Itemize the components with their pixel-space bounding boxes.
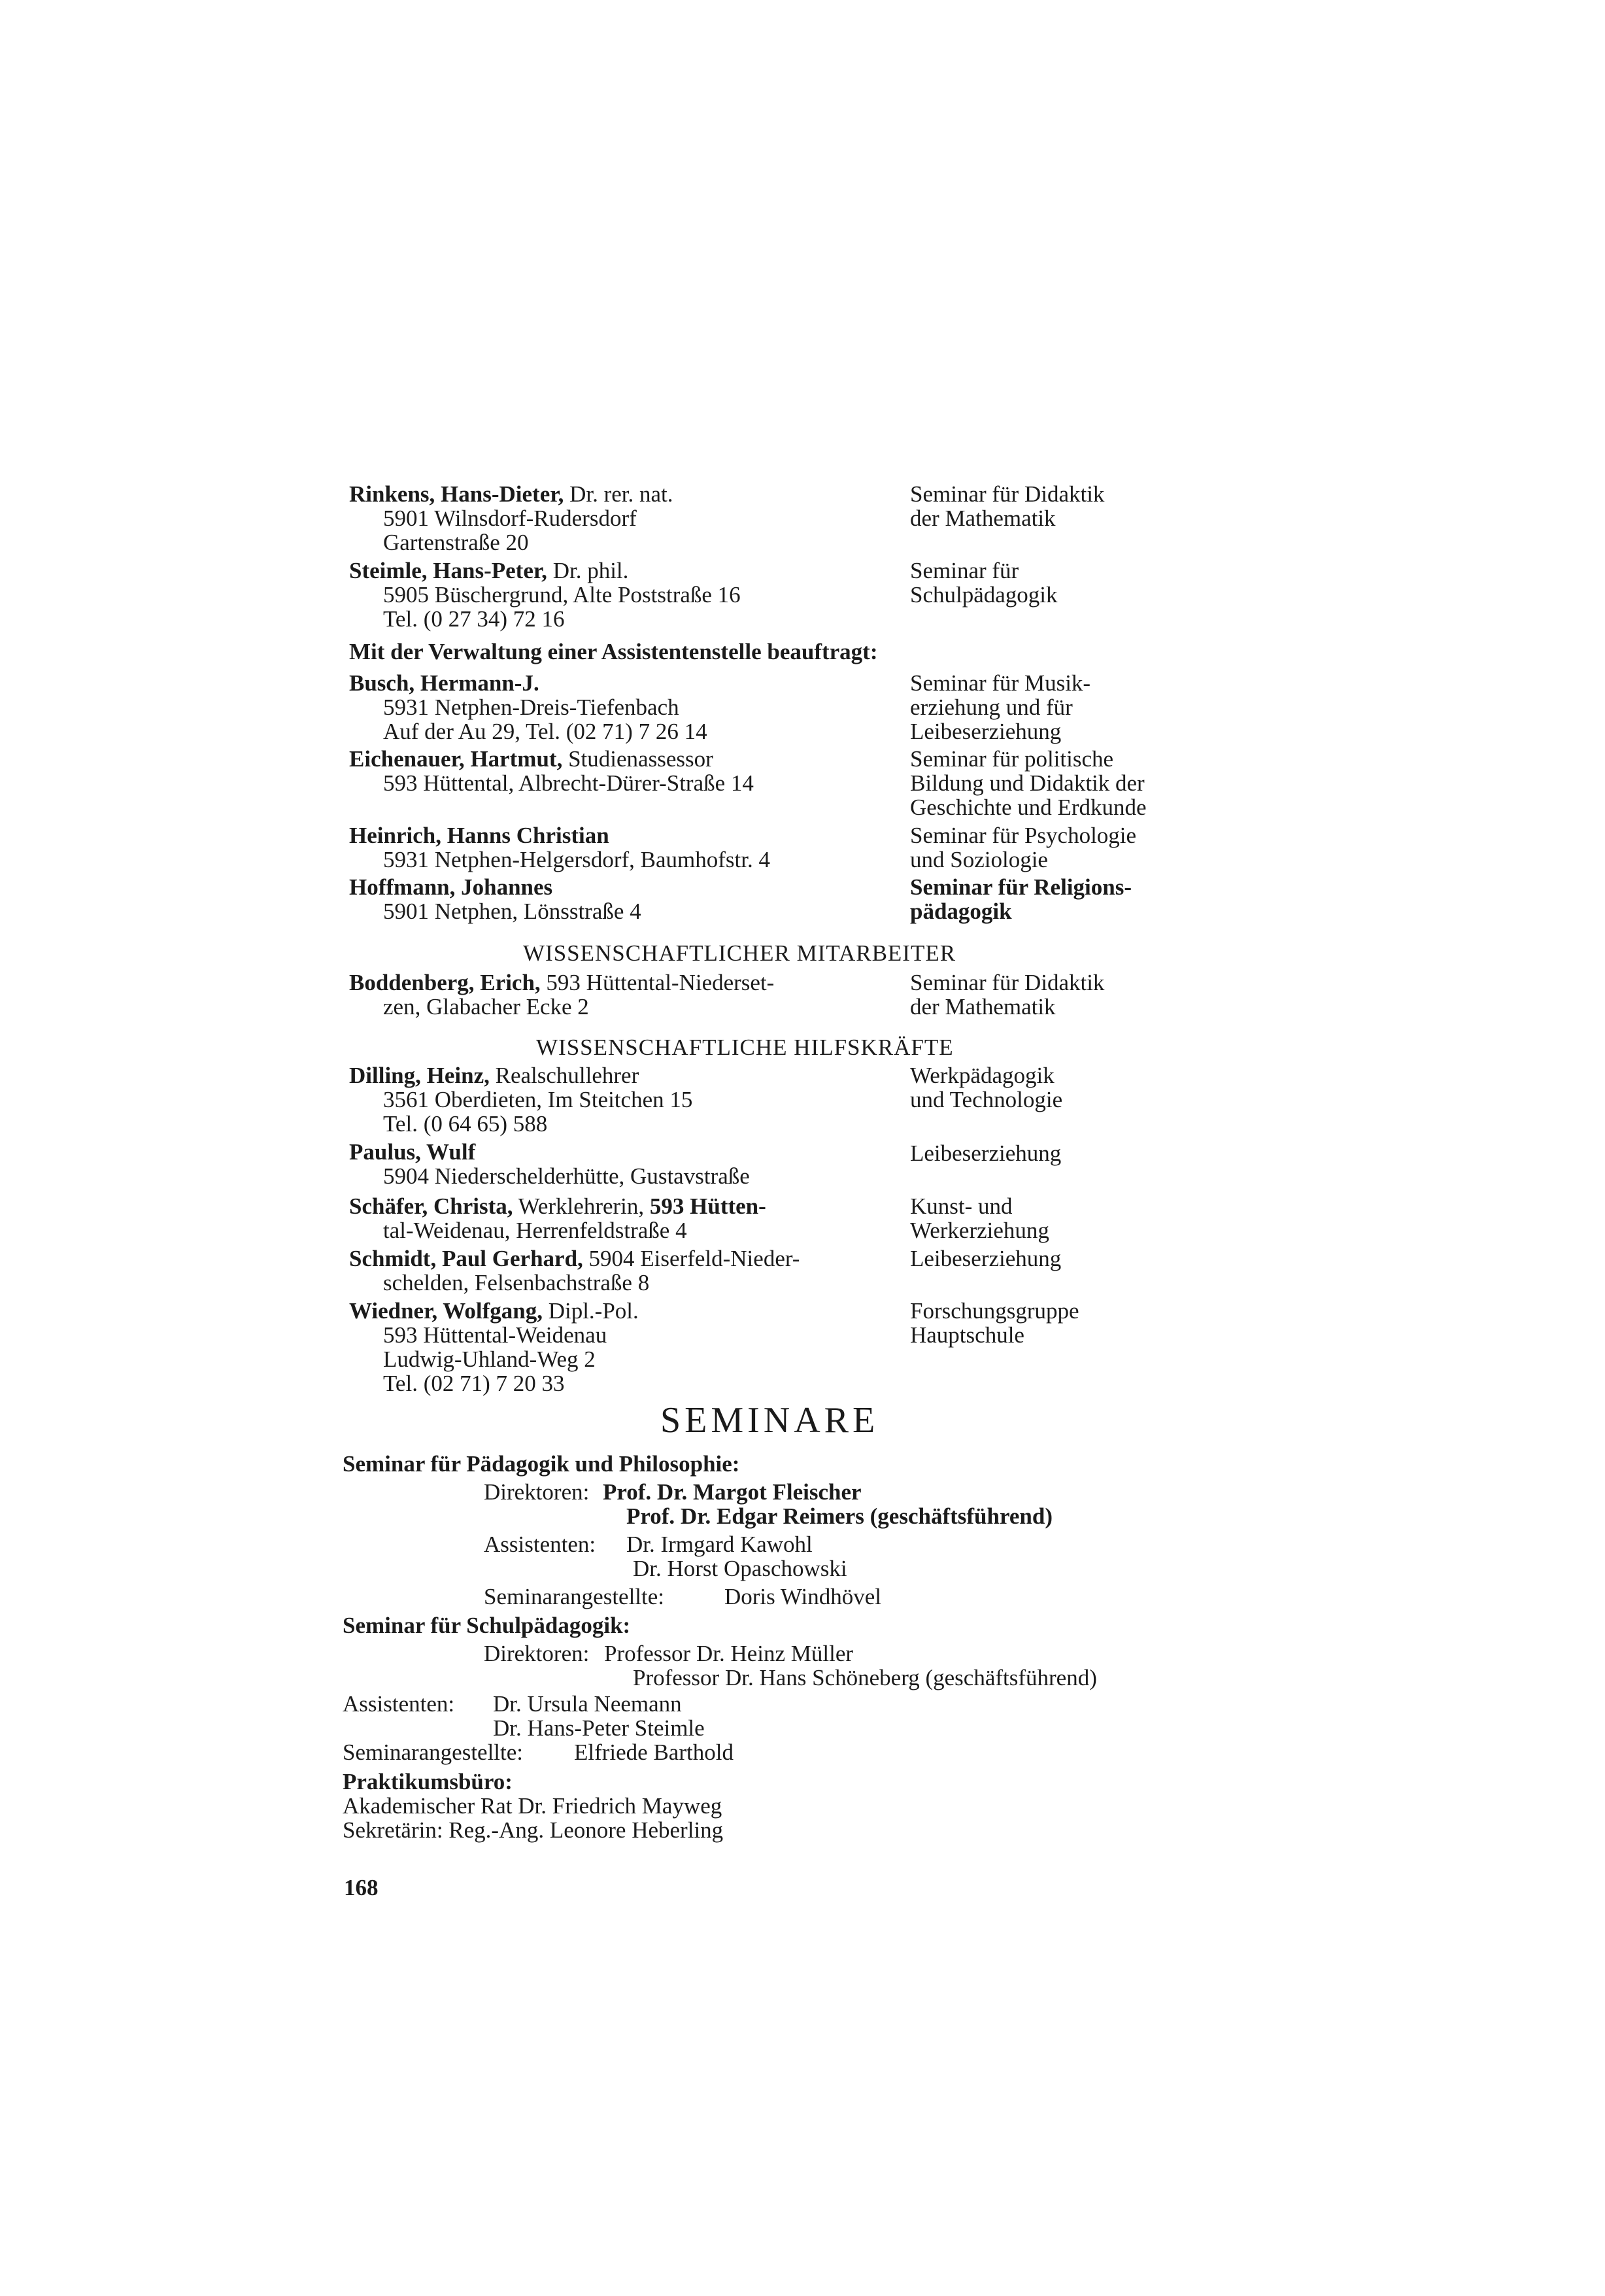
address-line: 5904 Niederschelderhütte, Gustavstraße: [383, 1163, 750, 1189]
employee-name: Doris Windhövel: [724, 1584, 882, 1609]
address-line: Auf der Au 29, Tel. (02 71) 7 26 14: [383, 719, 707, 744]
person-name: Heinrich, Hanns Christian: [349, 823, 609, 848]
seminar-line: Geschichte und Erdkunde: [910, 795, 1147, 820]
seminar-line: pädagogik: [910, 899, 1012, 924]
section-heading-assistenten: Mit der Verwaltung einer Assistentenstelle beauftragt:: [349, 639, 878, 664]
assistant-name: Dr. Irmgard Kawohl: [626, 1532, 813, 1557]
address-line: schelden, Felsenbachstraße 8: [383, 1270, 650, 1295]
seminar-line: der Mathematik: [910, 505, 1056, 531]
seminar-line: Kunst- und: [910, 1193, 1013, 1219]
phone-line: Tel. (02 71) 7 20 33: [383, 1371, 565, 1396]
entry-eichenauer-name-line: [349, 747, 713, 771]
person-name: Rinkens, Hans-Dieter,: [349, 481, 564, 507]
assistenten-label: Assistenten:: [484, 1532, 596, 1557]
person-name: Wiedner, Wolfgang,: [349, 1298, 543, 1324]
praktikum-line: Sekretärin: Reg.-Ang. Leonore Heberling: [343, 1817, 724, 1843]
direktoren-label: Direktoren:: [484, 1641, 590, 1666]
assistant-name: Dr. Hans-Peter Steimle: [493, 1715, 705, 1741]
section-heading-mitarbeiter: WISSENSCHAFTLICHER MITARBEITER: [523, 940, 956, 966]
entry-boddenberg-name-line: [349, 970, 774, 995]
address-line: Gartenstraße 20: [383, 530, 529, 555]
seminar-line: und Technologie: [910, 1087, 1063, 1112]
seminarangestellte-label: Seminarangestellte:: [343, 1739, 524, 1765]
seminar-heading: Seminar für Schulpädagogik:: [343, 1613, 631, 1638]
entry-rinkens-name-line: [349, 482, 673, 506]
entry-wiedner-name-line: [349, 1299, 639, 1323]
address-line: tal-Weidenau, Herrenfeldstraße 4: [383, 1218, 687, 1243]
person-name: Steimle, Hans-Peter,: [349, 558, 547, 583]
entry-schaefer-name-line: [349, 1194, 766, 1218]
person-name: Paulus, Wulf: [349, 1139, 476, 1165]
seminar-line: Leibeserziehung: [910, 1140, 1062, 1166]
address-line: 593 Hüttental-Weidenau: [383, 1322, 607, 1348]
phone-line: Tel. (0 64 65) 588: [383, 1111, 548, 1137]
director-name: Professor Dr. Heinz Müller: [604, 1641, 854, 1666]
seminar-heading: Seminar für Pädagogik und Philosophie:: [343, 1451, 740, 1477]
address-fragment: 593 Hütten-: [649, 1193, 766, 1219]
person-name: Busch, Hermann-J.: [349, 670, 539, 696]
seminar-line: der Mathematik: [910, 994, 1056, 1019]
seminar-line: Seminar für Didaktik: [910, 481, 1105, 507]
seminar-line: Forschungsgruppe: [910, 1298, 1079, 1324]
address-line: 593 Hüttental, Albrecht-Dürer-Straße 14: [383, 770, 754, 796]
person-title: Dr. phil.: [547, 558, 629, 583]
entry-schmidt-name-line: [349, 1246, 800, 1271]
person-name: Schäfer, Christa,: [349, 1193, 513, 1219]
person-title: Realschullehrer: [489, 1063, 639, 1088]
person-name: Boddenberg, Erich,: [349, 970, 541, 995]
direktoren-label: Direktoren:: [484, 1479, 590, 1505]
seminar-line: Werkerziehung: [910, 1218, 1049, 1243]
address-line: 5901 Wilnsdorf-Rudersdorf: [383, 505, 637, 531]
address-line: 5901 Netphen, Lönsstraße 4: [383, 899, 641, 924]
seminar-line: und Soziologie: [910, 847, 1048, 872]
person-title: Werklehrerin,: [513, 1193, 650, 1219]
seminar-line: Schulpädagogik: [910, 582, 1058, 608]
director-name: Professor Dr. Hans Schöneberg (geschäftsführend): [633, 1665, 1097, 1690]
seminar-line: Seminar für: [910, 558, 1019, 583]
address-line: zen, Glabacher Ecke 2: [383, 994, 589, 1019]
person-name: Schmidt, Paul Gerhard,: [349, 1246, 583, 1271]
address-fragment: 5904 Eiserfeld-Nieder-: [583, 1246, 800, 1271]
address-line: 3561 Oberdieten, Im Steitchen 15: [383, 1087, 693, 1112]
seminarangestellte-label: Seminarangestellte:: [484, 1584, 665, 1609]
seminar-line: Leibeserziehung: [910, 719, 1062, 744]
phone-line: Tel. (0 27 34) 72 16: [383, 606, 565, 632]
director-name: Prof. Dr. Margot Fleischer: [603, 1479, 862, 1505]
seminar-line: Seminar für politische: [910, 746, 1114, 772]
seminar-line: Leibeserziehung: [910, 1246, 1062, 1271]
praktikum-line: Akademischer Rat Dr. Friedrich Mayweg: [343, 1793, 722, 1819]
seminar-line: Werkpädagogik: [910, 1063, 1055, 1088]
assistant-name: Dr. Horst Opaschowski: [633, 1556, 847, 1581]
address-line: 5931 Netphen-Helgersdorf, Baumhofstr. 4: [383, 847, 770, 872]
address-line: Ludwig-Uhland-Weg 2: [383, 1346, 596, 1372]
seminar-line: Seminar für Religions-: [910, 874, 1132, 900]
person-title: Dr. rer. nat.: [564, 481, 673, 507]
seminar-line: Hauptschule: [910, 1322, 1024, 1348]
praktikum-heading: Praktikumsbüro:: [343, 1769, 513, 1794]
seminar-line: Seminar für Musik-: [910, 670, 1091, 696]
person-name: Hoffmann, Johannes: [349, 874, 553, 900]
seminare-title: SEMINARE: [660, 1400, 879, 1441]
section-heading-hilfskraefte: WISSENSCHAFTLICHE HILFSKRÄFTE: [536, 1035, 954, 1060]
seminar-line: Seminar für Didaktik: [910, 970, 1105, 995]
person-title: Dipl.-Pol.: [542, 1298, 639, 1324]
entry-dilling-name-line: [349, 1063, 639, 1088]
employee-name: Elfriede Barthold: [574, 1739, 734, 1765]
page-number: 168: [344, 1875, 379, 1900]
assistant-name: Dr. Ursula Neemann: [493, 1691, 682, 1717]
person-title: Studienassessor: [562, 746, 713, 772]
person-name: Eichenauer, Hartmut,: [349, 746, 563, 772]
seminar-line: Seminar für Psychologie: [910, 823, 1137, 848]
seminar-line: Bildung und Didaktik der: [910, 770, 1145, 796]
seminar-line: erziehung und für: [910, 694, 1073, 720]
address-line: 5905 Büschergrund, Alte Poststraße 16: [383, 582, 741, 608]
entry-steimle-name-line: [349, 558, 628, 583]
address-line: 5931 Netphen-Dreis-Tiefenbach: [383, 694, 679, 720]
assistenten-label: Assistenten:: [343, 1691, 455, 1717]
address-fragment: 593 Hüttental-Niederset-: [540, 970, 775, 995]
person-name: Dilling, Heinz,: [349, 1063, 490, 1088]
director-name: Prof. Dr. Edgar Reimers (geschäftsführend): [626, 1503, 1053, 1529]
